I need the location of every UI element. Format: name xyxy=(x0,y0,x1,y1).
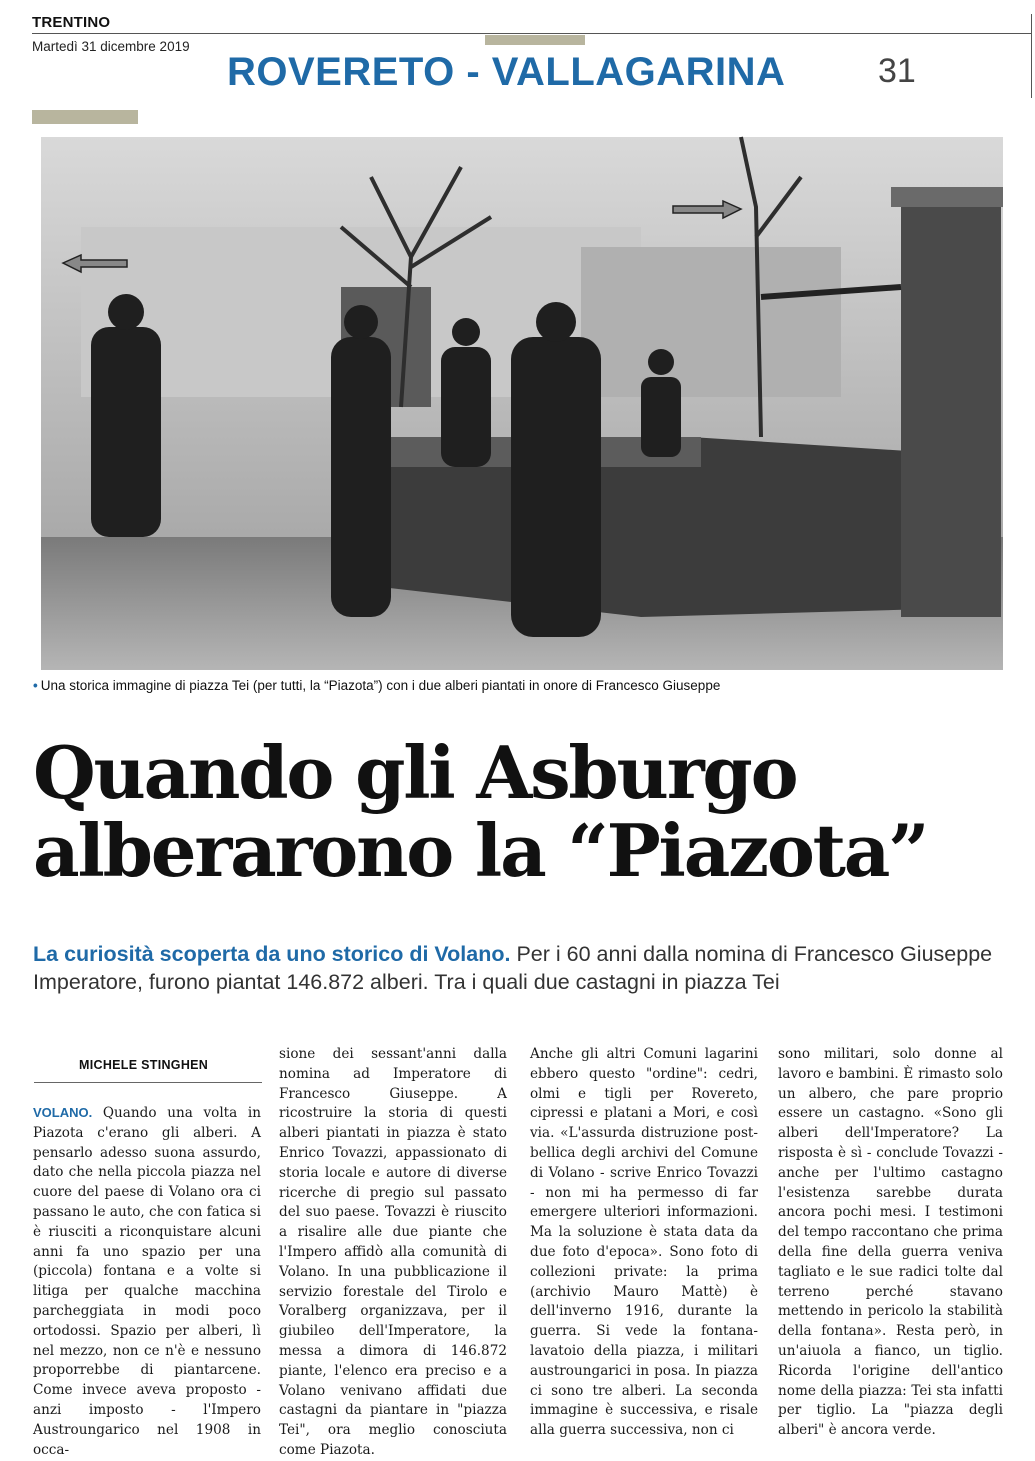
issue-date: Martedì 31 dicembre 2019 xyxy=(32,39,190,54)
header-vertical-rule xyxy=(1031,14,1032,98)
summary-kicker: La curiosità scoperta da uno storico di Volano. xyxy=(33,942,511,966)
decor-bar-top xyxy=(485,35,585,45)
caption-bullet: • xyxy=(33,678,38,693)
photo-caption xyxy=(33,678,720,693)
article-column-3: Anche gli altri Comuni lagarini ebbero questo "ordine": cedri, olmi e tigli per Rovereto, cipressi e platani a Mori, e così via. «L'assurda distruzione post-bellica degli archivi del Comune di Volano - scrive Enrico Tovazzi - non mi ha permesso di far emergere ulteriori informazioni. Ma la soluzione è stata data da due foto d'epoca». Sono foto di collezioni private: la prima (archivio Mauro Mattè) è dell'inverno 1916, durante la guerra. Si vede la fontana-lavatoio della piazza, i militari austroungarici in posa. In piazza ci sono tre alberi. La seconda immagine è successiva, e risale alla guerra successiva, non ci xyxy=(530,1046,758,1439)
summary-text: Per i 60 anni dalla nomina di Francesco Giuseppe Imperatore, furono piantat 146.872 alberi. Tra i quali due castagni in piazza Tei xyxy=(33,942,993,994)
headline xyxy=(33,730,1023,893)
caption-text: Una storica immagine di piazza Tei (per tutti, la “Piazota”) con i due alberi piantati in onore di Francesco Giuseppe xyxy=(40,678,721,693)
author-byline: MICHELE STINGHEN xyxy=(79,1058,209,1072)
page-number: 31 xyxy=(878,52,916,90)
historic-photo-icon xyxy=(41,137,1003,670)
section-title: ROVERETO - VALLAGARINA xyxy=(227,50,786,94)
article-column-2: sione dei sessant'anni dalla nomina ad Imperatore di Francesco Giuseppe. A ricostruire la storia di questi alberi piantati in piazza è stato Enrico Tovazzi, appassionato di storia locale e autore di diverse ricerche di pregio sul passato del suo paese. Tovazzi è riuscito a risalire alle due piante che l'Impero affidò alla comunità di Volano. In una pubblicazione il servizio forestale del Tirolo e Voralberg organizzava, per il giubileo dell'Imperatore, la messa a dimora di 146.872 piante, l'elenco era preciso e a Volano venivano affidati due castagni da piantare in "piazza Tei", ora meglio conosciuta come Piazota. xyxy=(279,1046,507,1458)
historic-photo xyxy=(41,137,1003,670)
byline-rule xyxy=(34,1082,262,1083)
article-column-4: sono militari, solo donne al lavoro e bambini. È rimasto solo un albero, che pare proprio essere un castagno. «Sono gli alberi dell'Imperatore? La risposta è sì - conclude Tovazzi - anche per l'ultimo castagno l'esistenza sarebbe durata ancora pochi mesi. I testimoni del tempo raccontano che prima della fine della guerra veniva tagliato e le sue radici tolte dal terreno perché stavano mettendo in pericolo la stabilità della fontana». Resta però, in un'aiuola a fianco, un tiglio. Ricorda l'origine dell'antico nome della piazza: Tei sta infatti per tiglio. La "piazza degli alberi" è ancora verde. xyxy=(778,1046,1003,1439)
column-1-text: Quando una volta in Piazota c'erano gli alberi. A pensarlo adesso suona assurdo, dato che nella piccola piazza nel cuore del paese di Volano ora ci passano le auto, che con fatica si è riusciti a riconquistare alcuni anni fa uno spazio per una (piccola) fontana e a volte si litiga per qualche macchina parcheggiata in modi poco ortodossi. Spazio per alberi, lì nel mezzo, non ce n'è e nessuno proporrebbe di piantarcene. Come invece aveva proposto - anzi imposto - l'Impero Austroungarico nel 1908 in occa- xyxy=(33,1105,261,1458)
summary xyxy=(33,940,1013,996)
decor-bar-left xyxy=(32,110,138,124)
headline-line-1: Quando gli Asburgo xyxy=(33,730,797,815)
article-column-1 xyxy=(33,1103,261,1460)
top-rule xyxy=(32,33,1032,34)
headline-line-2: alberarono la “Piazota” xyxy=(33,808,928,893)
region-label: TRENTINO xyxy=(32,14,111,31)
dateline: VOLANO. xyxy=(33,1105,93,1120)
